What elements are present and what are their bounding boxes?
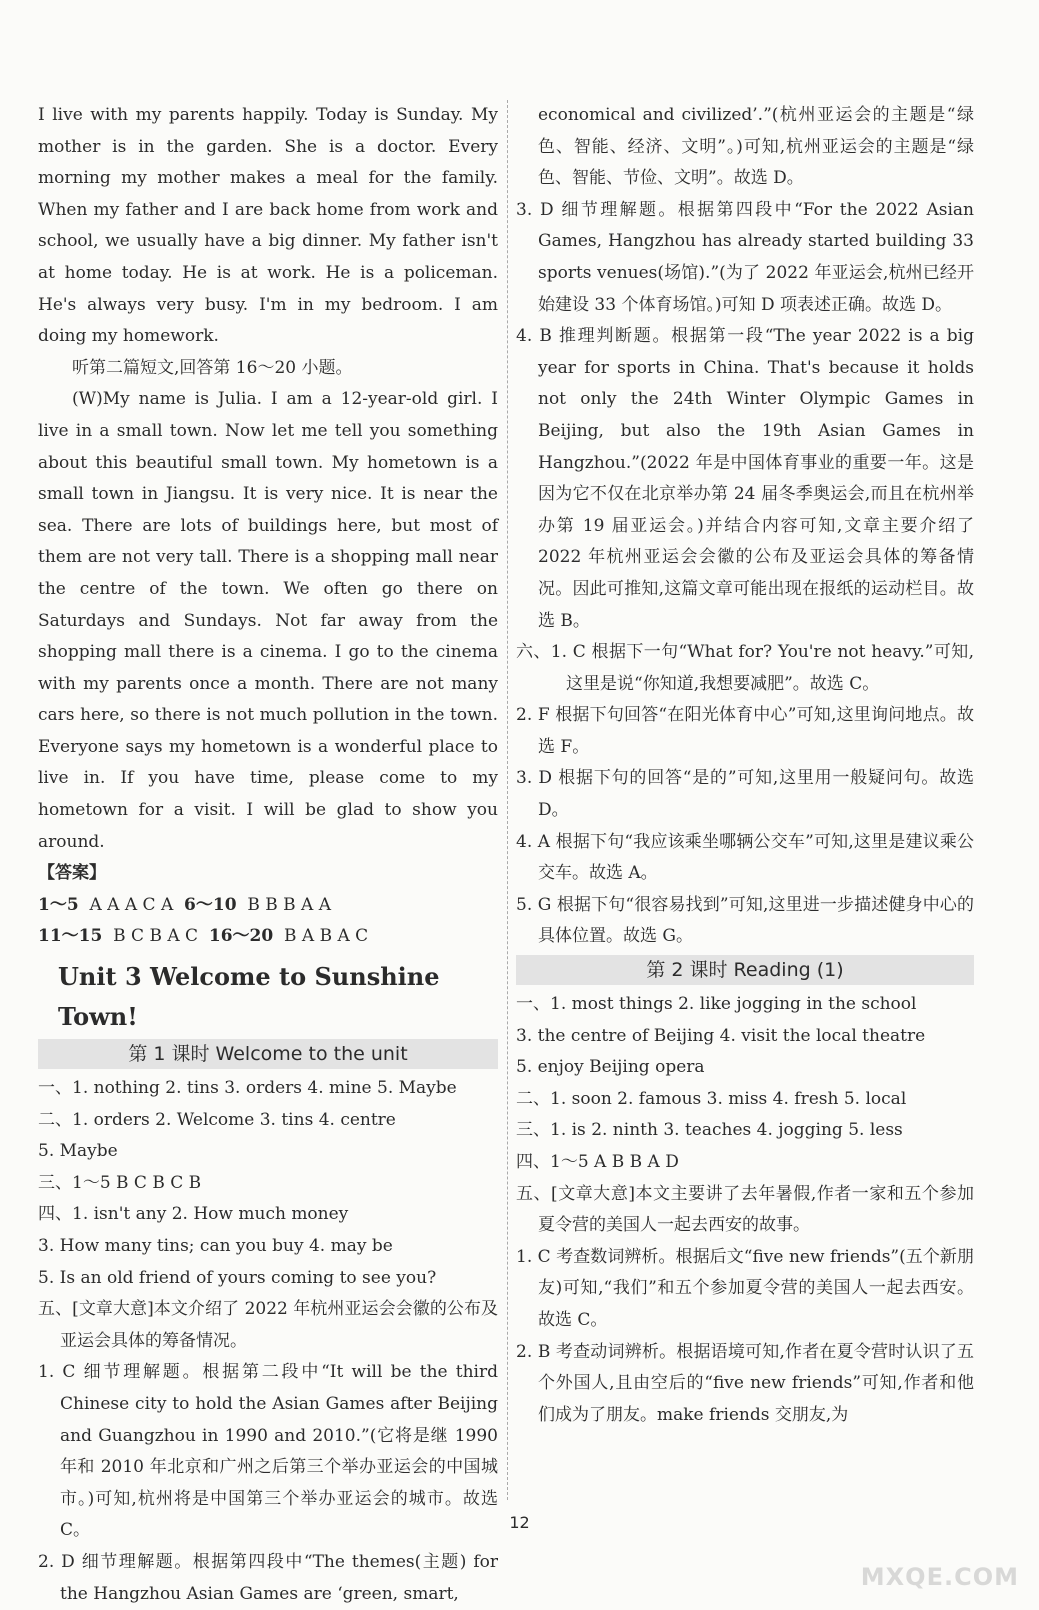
page-number: 12	[509, 1513, 530, 1532]
reading-explanation-1: 1. C 考查数词辨析。根据后文“five new friends”(五个新朋友)可知,“我们”和五个参加夏令营的美国人一起去西安。故选 C。	[516, 1246, 974, 1330]
reading-section-1-line-3: 5. enjoy Beijing opera	[516, 1057, 705, 1078]
question-explanation-2: 2. D 细节理解题。根据第四段中“The themes(主题) for the Hangzhou Asian Games are ‘green, smart,	[38, 1551, 498, 1604]
watermark-text: MXQE.COM	[860, 1563, 1019, 1591]
answer-row-2	[38, 921, 498, 953]
answer-heading: 【答案】	[38, 863, 106, 884]
section-1	[38, 1073, 498, 1105]
answer-range: 1～5	[38, 894, 79, 915]
lesson-heading-2: 第 2 课时 Reading (1)	[516, 955, 974, 985]
section-6-item-2: 2. F 根据下句回答“在阳光体育中心”可知,这里询问地点。故选 F。	[516, 705, 974, 757]
reading-section-4: 四、1～5 A B B A D	[516, 1152, 679, 1172]
answer-range: 6～10	[184, 894, 237, 915]
listening-text-2: (W)My name is Julia. I am a 12-year-old girl. I live in a small town. Now let me tell you something about this beautiful small town. My hometown is a small town in Jiangsu. It is very nice. It is near the sea. There are lots of buildings here, but most of them are not very tall. There is a shopping mall near the centre of the town. We often go there on Saturdays and Sundays. Not far away from the shopping mall there is a cinema. I go to the cinema with my parents once a month. There are not many cars here, so there is not much pollution in the town. Everyone says my hometown is a wonderful place to live in. If you have time, please come to my hometown for a visit. I will be glad to show you around.	[38, 389, 498, 852]
answer-letters: B B B A A	[247, 894, 331, 915]
section-6-item-1: 六、1. C 根据下一句“What for? You're not heavy.”可知,这里是说“你知道,我想要减肥”。故选 C。	[516, 642, 974, 694]
section-number: 五、	[38, 1299, 73, 1320]
section-answers: 1. orders 2. Welcome 3. tins 4. centre	[72, 1109, 396, 1130]
listening-text-1: I live with my parents happily. Today is Sunday. My mother is in the garden. She is a doctor. Every morning my mother makes a meal for the family. When my father and I are back home from work and school, we usually have a big dinner. My father isn't at home today. He is at work. He is a policeman. He's always very busy. I'm in my bedroom. I am doing my homework.	[38, 105, 498, 347]
answer-letters: A A A C A	[89, 894, 174, 915]
reading-section-5: 五、[文章大意]本文主要讲了去年暑假,作者一家和五个参加夏令营的美国人一起去西安的故事。	[516, 1183, 974, 1236]
section-5	[38, 1294, 498, 1357]
right-column	[516, 100, 974, 1431]
section-6-item-4: 4. A 根据下句“我应该乘坐哪辆公交车”可知,这里是建议乘公交车。故选 A。	[516, 831, 974, 884]
section-summary: [文章大意]本文介绍了 2022 年杭州亚运会会徽的公布及亚运会具体的筹备情况。	[60, 1299, 499, 1351]
reading-section-3: 三、1. is 2. ninth 3. teaches 4. jogging 5. less	[516, 1120, 903, 1141]
section-4	[38, 1199, 498, 1231]
listening-instruction-2: 听第二篇短文,回答第 16～20 小题。	[72, 357, 353, 378]
section-2	[38, 1105, 498, 1137]
reading-section-2: 二、1. soon 2. famous 3. miss 4. fresh 5. local	[516, 1088, 907, 1109]
column-divider	[507, 100, 508, 1500]
answer-letters: B A B A C	[284, 926, 369, 947]
answer-row-1	[38, 890, 498, 922]
answer-range: 16～20	[208, 926, 274, 947]
question-explanation-3: 3. D 细节理解题。根据第四段中“For the 2022 Asian Games, Hangzhou has already started building 33 sports venues(场馆).”(为了 2022 年亚运会,杭州已经开始建设 33 个体育场馆。)可知 D 项表述正确。故选 D。	[516, 199, 974, 315]
question-explanation-4: 4. B 推理判断题。根据第一段“The year 2022 is a big year for sports in China. That's because it holds not only the 24th Winter Olympic Games in Beijing, but also the 19th Asian Games in Hangzhou.”(2022 年是中国体育事业的重要一年。这是因为它不仅在北京举办第 24 届冬季奥运会,而且在杭州举办第 19 届亚运会。)并结合内容可知,文章主要介绍了 2022 年杭州亚运会会徽的公布及亚运会具体的筹备情况。因此可推知,这篇文章可能出现在报纸的运动栏目。故选 B。	[516, 326, 974, 631]
section-4-line-3: 5. Is an old friend of yours coming to see you?	[38, 1267, 437, 1288]
answer-range: 11～15	[38, 926, 103, 947]
unit-title: Unit 3 Welcome to Sunshine Town!	[58, 962, 440, 1032]
section-2-cont: 5. Maybe	[38, 1141, 118, 1162]
reading-section-1-line-2: 3. the centre of Beijing 4. visit the local theatre	[516, 1025, 926, 1046]
section-number: 二、	[38, 1109, 72, 1130]
section-number: 一、	[38, 1078, 72, 1099]
reading-explanation-2: 2. B 考查动词辨析。根据语境可知,作者在夏令营时认识了五个外国人,且由空后的“five new friends”可知,作者和他们成为了朋友。make friends 交朋友,为	[516, 1341, 974, 1425]
section-answers: 1～5 B C B C B	[72, 1172, 202, 1193]
question-explanation-2-cont: economical and civilized’.”(杭州亚运会的主题是“绿色、智能、经济、文明”。)可知,杭州亚运会的主题是“绿色、智能、节俭、文明”。故选 D。	[538, 105, 974, 189]
watermark-logo	[849, 1515, 1019, 1595]
left-column	[38, 100, 498, 1610]
section-6-item-5: 5. G 根据下句“很容易找到”可知,这里进一步描述健身中心的具体位置。故选 G。	[516, 894, 974, 947]
section-answers: 1. isn't any 2. How much money	[72, 1204, 349, 1225]
section-number: 四、	[38, 1204, 72, 1225]
section-answers: 1. nothing 2. tins 3. orders 4. mine 5. Maybe	[72, 1078, 457, 1099]
section-number: 三、	[38, 1172, 72, 1193]
lesson-heading-1: 第 1 课时 Welcome to the unit	[38, 1039, 498, 1069]
section-6-item-3: 3. D 根据下句的回答“是的”可知,这里用一般疑问句。故选 D。	[516, 768, 974, 821]
question-explanation-1: 1. C 细节理解题。根据第二段中“It will be the third Chinese city to hold the Asian Games after Beijing and Guangzhou in 1990 and 2010.”(它将是继 1990 年和 2010 年北京和广州之后第三个举办亚运会的中国城市。)可知,杭州将是中国第三个举办亚运会的城市。故选 C。	[38, 1362, 498, 1541]
answer-letters: B C B A C	[113, 926, 199, 947]
section-3	[38, 1168, 498, 1200]
section-4-line-2: 3. How many tins; can you buy 4. may be	[38, 1236, 393, 1256]
reading-section-1: 一、1. most things 2. like jogging in the school	[516, 994, 917, 1015]
